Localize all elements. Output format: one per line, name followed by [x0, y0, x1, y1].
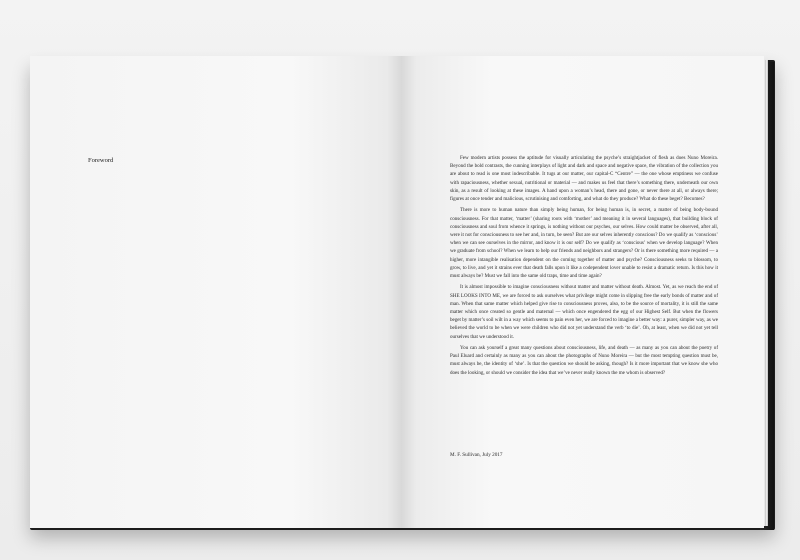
paragraph: Few modern artists possess the aptitude for visually articulating the psyche’s straightjacket of flesh as does Nuno Moreira. Beyond the bold contrasts, the cunning interplays of light and dark and space and negative space, the vibration of the collection you are about to read is one most indescribable. It tugs at our matter, our capital-C “Centre” — the one whose emptiness we confuse with rapaciousness, whether sexual, nutritional or material — and makes us feel that there’s something there, underneath our own skin, as a result of looking at these images. A hand upon a woman’s head, there and gone, or never there at all, or always there; figures at once tender and malicious, scrutinising and comforting, and what do they produce? What do these beget? Becomes?	[450, 155, 718, 203]
paragraph: It is almost impossible to imagine consciousness without matter and matter without death. Almost. Yet, as we reach the end of SHE LOOKS INTO ME, we are forced to ask ourselves what privilege might come in slipping free the early bonds of matter and of man. When that same matter which helped give rise to consciousness proves, also, to be the source of mortality, it is still the same matter which once created so gentle and maternal — which once engendered the egg of our Highest Self. But when the flowers beget by matter’s soil wilt in a way which seems to pain even her, we are forced to imagine a better way: a purer, simpler way, as we believed the world to be when we were children who did not yet understand the verb ‘to die’. Oh, at least, when we did not yet tell ourselves that we understood it.	[450, 284, 718, 340]
foreword-heading: Foreword	[88, 157, 114, 164]
author-signature: M. F. Sullivan, July 2017	[450, 452, 503, 458]
foreword-body	[450, 154, 718, 380]
left-page	[30, 56, 402, 528]
paragraph: You can ask yourself a great many questions about consciousness, life, and death — as many as you can about the poetry of Paul Eluard and certainly as many as you can about the photographs of Nuno Moreira — but the most tempting question must be, must always be, the identity of ‘she’. Is that the question we should be asking, though? Is it more important that we know she who does the looking, or should we consider the idea that we’ve never really known the me whom is observed?	[450, 345, 718, 376]
paragraph: There is more to human nature than simply being human, for being human is, in secret, a matter of being body-bound consciousness. For that matter, ‘matter’ (sharing roots with ‘mother’ and meaning it in several languages), that building block of consciousness and soul from whence it springs, is nothing without our psyches, our selves. How could matter be observed, after all, were it not for consciousness to see her and, in turn, be seen? But are our selves inherently conscious? Do we qualify as ‘conscious’ when we can see ourselves in the mirror, and know it is our self? Do we qualify as ‘conscious’ when we develop language? When we graduate from school? When we learn to help our friends and neighbors and strangers? Or is there something more required — a higher, more intangible realisation dependent on the coming together of matter and psyche? Consciousness seeks to blossom, to grow, to live, and yet it strains ever that death falls upon it like a codependent lover unable to resist a dramatic return. Is this how it must always be? Must we fall into the same old traps, time and time again?	[450, 207, 718, 280]
